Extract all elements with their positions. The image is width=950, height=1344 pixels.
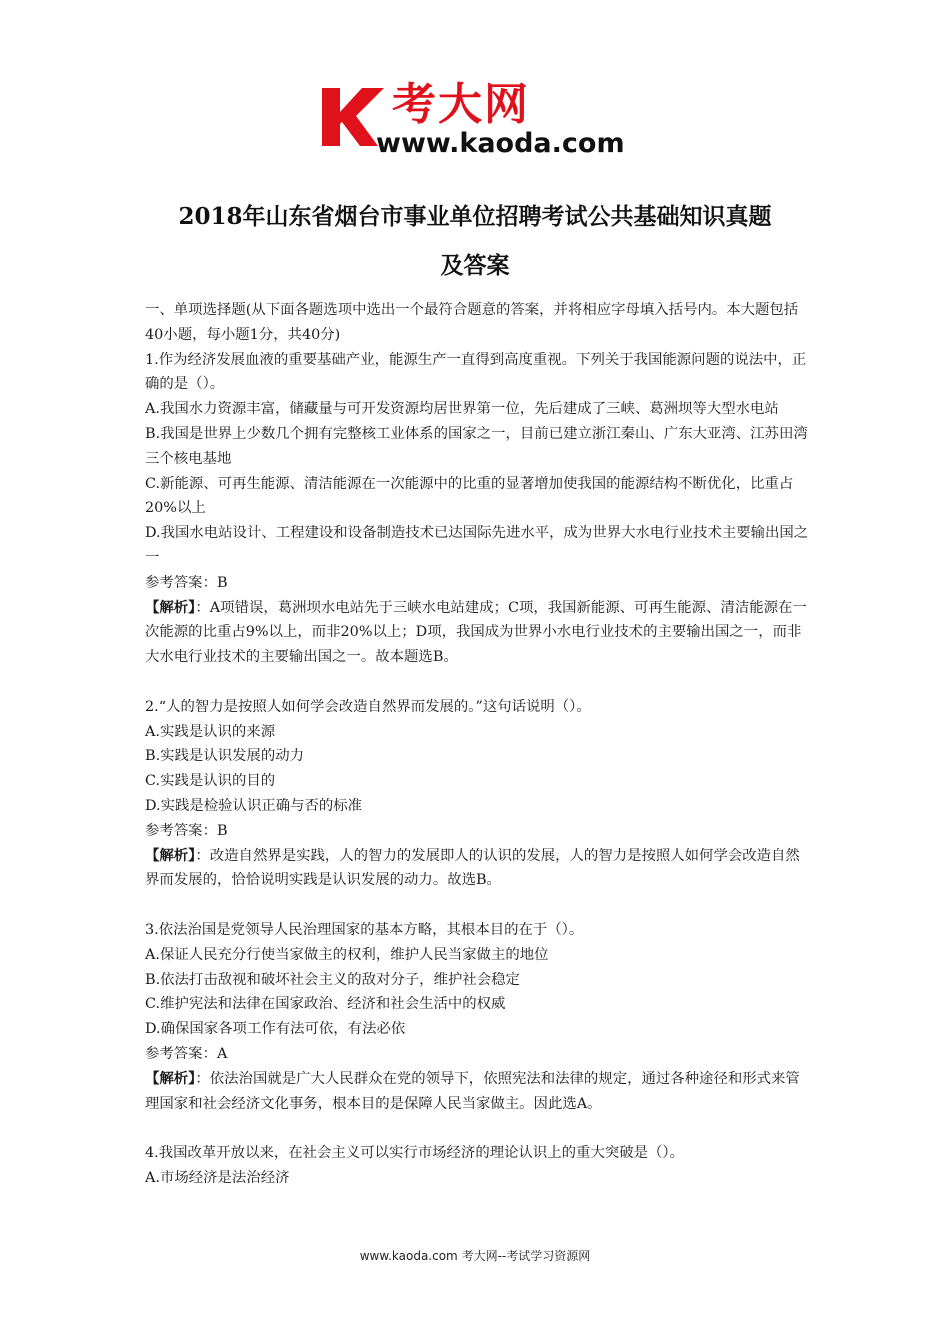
analysis-label: 【解析】	[145, 846, 196, 864]
question-stem: 1.作为经济发展血液的重要基础产业，能源生产一直得到高度重视。下列关于我国能源问题的说法中，正确的是（）。	[145, 351, 807, 393]
analysis	[145, 596, 810, 670]
question-option: C.新能源、可再生能源、清洁能源在一次能源中的比重的显著增加使我国的能源结构不断优化，比重占20%以上	[145, 475, 794, 517]
analysis	[145, 1067, 810, 1117]
question-option: A.我国水力资源丰富，储藏量与可开发资源均居世界第一位，先后建成了三峡、葛洲坝等大型水电站	[145, 401, 779, 418]
footer-text: 考大网--考试学习资源网	[461, 1249, 591, 1263]
reference-answer: 参考答案：B	[145, 574, 228, 591]
question-option: C.实践是认识的目的	[145, 773, 276, 790]
section-intro: 一、单项选择题(从下面各题选项中选出一个最符合题意的答案，并将相应字母填入括号内。本大题包括40小题，每小题1分，共40分)	[145, 302, 799, 343]
document-title-line1: 2018年山东省烟台市事业单位招聘考试公共基础知识真题	[178, 203, 772, 230]
analysis	[145, 844, 810, 894]
question-option: A.实践是认识的来源	[145, 723, 276, 740]
question-stem: 3.依法治国是党领导人民治理国家的基本方略，其根本目的在于（）。	[145, 921, 584, 938]
question-option: D.确保国家各项工作有法可依，有法必依	[145, 1021, 406, 1038]
reference-answer: 参考答案：A	[145, 1045, 228, 1062]
question-option: A.市场经济是法治经济	[145, 1169, 290, 1186]
analysis-text: ：A项错误，葛洲坝水电站先于三峡水电站建成；C项，我国新能源、可再生能源、清洁能源在一次能源的比重占9%以上，而非20%以上；D项，我国成为世界小水电行业技术的主要输出国之一，而非大水电行业技术的主要输出国之一。故本题选B。	[145, 599, 807, 666]
document-title-line2: 及答案	[440, 252, 510, 279]
question-stem: 4.我国改革开放以来，在社会主义可以实行市场经济的理论认识上的重大突破是（）。	[145, 1145, 684, 1162]
reference-answer: 参考答案：B	[145, 822, 228, 839]
analysis-text: ：依法治国就是广大人民群众在党的领导下，依照宪法和法律的规定，通过各种途径和形式来管理国家和社会经济文化事务，根本目的是保障人民当家做主。因此选A。	[145, 1070, 800, 1112]
question-option: B.我国是世界上少数几个拥有完整核工业体系的国家之一，目前已建立浙江秦山、广东大亚湾、江苏田湾三个核电基地	[145, 425, 808, 467]
question-option: A.保证人民充分行使当家做主的权利，维护人民当家做主的地位	[145, 946, 549, 963]
page-footer	[0, 1247, 950, 1264]
footer-url[interactable]: www.kaoda.com	[359, 1249, 458, 1263]
question-option: B.依法打击敌视和破坏社会主义的敌对分子，维护社会稳定	[145, 971, 520, 988]
question-stem: 2.“人的智力是按照人如何学会改造自然界而发展的。”这句话说明（）。	[145, 698, 591, 715]
question-option: D.我国水电站设计、工程建设和设备制造技术已达国际先进水平，成为世界大水电行业技术主要输出国之一	[145, 525, 809, 566]
analysis-label: 【解析】	[145, 1069, 196, 1087]
question-option: B.实践是认识发展的动力	[145, 748, 305, 765]
kaoda-logo	[318, 79, 638, 162]
logo-brand-name: 考大网	[392, 79, 530, 130]
question-option: C.维护宪法和法律在国家政治、经济和社会生活中的权威	[145, 996, 506, 1013]
logo-url: www.kaoda.com	[376, 128, 625, 159]
document-body	[145, 298, 810, 1191]
analysis-text: ：改造自然界是实践，人的智力的发展即人的认识的发展，人的智力是按照人如何学会改造自然界而发展的，恰恰说明实践是认识发展的动力。故选B。	[145, 847, 800, 889]
analysis-label: 【解析】	[145, 598, 196, 616]
question-option: D.实践是检验认识正确与否的标准	[145, 797, 363, 814]
